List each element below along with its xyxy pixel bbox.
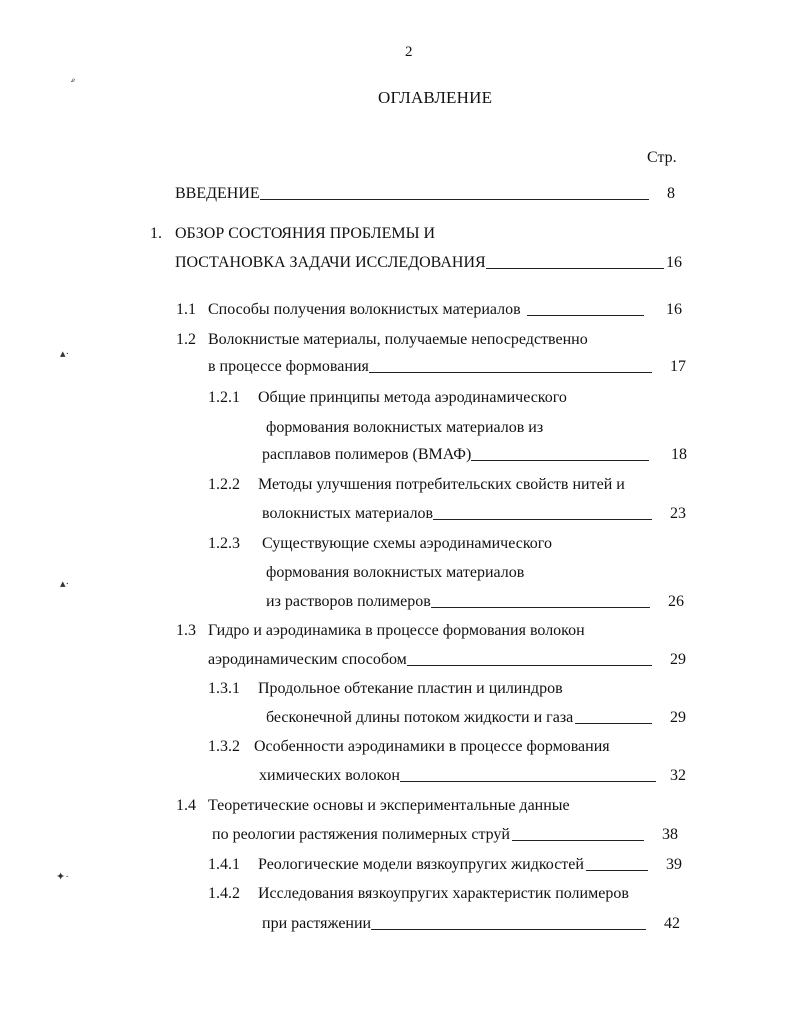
toc-entry-1-3-2[interactable] bbox=[259, 766, 686, 786]
toc-label: Способы получения волокнистых материалов bbox=[208, 301, 521, 318]
toc-label: Реологические модели вязкоупругих жидкостей bbox=[258, 856, 584, 873]
toc-number: 1.4 bbox=[176, 797, 196, 814]
toc-label[interactable]: формования волокнистых материалов из bbox=[266, 419, 544, 436]
toc-page: 18 bbox=[671, 446, 687, 463]
scan-mark: ·ͤ bbox=[70, 76, 74, 88]
toc-entry-1-2-3[interactable] bbox=[266, 592, 684, 612]
toc-label[interactable]: Исследования вязкоупругих характеристик полимеров bbox=[258, 885, 629, 902]
toc-page: 8 bbox=[667, 185, 675, 202]
toc-label[interactable]: Особенности аэродинамики в процессе формования bbox=[254, 738, 610, 755]
toc-label: из растворов полимеров bbox=[266, 593, 431, 610]
toc-label: волокнистых материалов bbox=[262, 505, 434, 522]
toc-entry-1-3[interactable] bbox=[208, 650, 686, 670]
toc-entry-ch1[interactable] bbox=[175, 253, 682, 273]
toc-number: 1.2 bbox=[176, 331, 196, 348]
toc-page: 16 bbox=[666, 254, 682, 271]
toc-leader bbox=[512, 839, 644, 841]
toc-number: 1.3.2 bbox=[208, 738, 240, 755]
toc-label[interactable]: Существующие схемы аэродинамического bbox=[262, 535, 552, 552]
toc-label: по реологии растяжения полимерных струй bbox=[212, 826, 510, 843]
toc-label: при растяжении bbox=[262, 915, 372, 932]
page-column-label: Стр. bbox=[647, 149, 677, 166]
toc-leader bbox=[371, 928, 646, 930]
toc-label[interactable]: Продольное обтекание пластин и цилиндров bbox=[258, 680, 563, 697]
toc-label[interactable]: Теоретические основы и экспериментальные данные bbox=[208, 797, 570, 814]
toc-page: 23 bbox=[670, 505, 686, 522]
toc-leader bbox=[260, 198, 649, 200]
toc-page: 29 bbox=[670, 651, 686, 668]
toc-label: ВВЕДЕНИЕ bbox=[175, 185, 260, 202]
toc-entry-1-4[interactable] bbox=[212, 825, 678, 845]
toc-page: 16 bbox=[666, 301, 682, 318]
toc-page: 42 bbox=[664, 915, 680, 932]
toc-leader bbox=[486, 267, 664, 269]
toc-label[interactable]: формования волокнистых материалов bbox=[266, 564, 525, 581]
toc-label: ПОСТАНОВКА ЗАДАЧИ ИССЛЕДОВАНИЯ bbox=[175, 254, 486, 271]
toc-leader bbox=[400, 780, 656, 782]
toc-entry-1-4-2[interactable] bbox=[262, 914, 680, 934]
toc-label[interactable]: Гидро и аэродинамика в процессе формования волокон bbox=[208, 622, 585, 639]
toc-entry-1-2-1[interactable] bbox=[262, 445, 687, 465]
toc-leader bbox=[369, 371, 652, 373]
toc-number: 1.2.1 bbox=[208, 389, 240, 406]
toc-number: 1.2.3 bbox=[208, 535, 240, 552]
toc-number: 1.2.2 bbox=[208, 476, 240, 493]
toc-number: 1.4.1 bbox=[208, 856, 240, 873]
scan-mark: ✦· bbox=[56, 871, 69, 883]
toc-leader bbox=[433, 518, 652, 520]
toc-entry-1-2-2[interactable] bbox=[262, 504, 686, 524]
toc-entry-1-1[interactable] bbox=[208, 300, 682, 320]
toc-entry-1-3-1[interactable] bbox=[266, 708, 686, 728]
toc-number: 1. bbox=[150, 225, 162, 242]
toc-page: 39 bbox=[666, 856, 682, 873]
toc-entry-1-2[interactable] bbox=[208, 357, 686, 377]
toc-entry-intro[interactable] bbox=[175, 184, 675, 204]
toc-page: 29 bbox=[670, 709, 686, 726]
toc-leader bbox=[527, 314, 644, 316]
toc-number: 1.3.1 bbox=[208, 680, 240, 697]
toc-number: 1.3 bbox=[176, 622, 196, 639]
scan-mark: ▴· bbox=[60, 348, 70, 360]
toc-label: химических волокон bbox=[259, 767, 400, 784]
toc-label[interactable]: ОБЗОР СОСТОЯНИЯ ПРОБЛЕМЫ И bbox=[175, 225, 436, 242]
toc-label: аэродинамическим способом bbox=[208, 651, 407, 668]
toc-label[interactable]: Методы улучшения потребительских свойств нитей и bbox=[258, 476, 625, 493]
toc-page: 32 bbox=[670, 767, 686, 784]
toc-number: 1.4.2 bbox=[208, 885, 240, 902]
toc-leader bbox=[431, 606, 650, 608]
toc-leader bbox=[586, 869, 648, 871]
toc-leader bbox=[471, 459, 649, 461]
toc-leader bbox=[407, 664, 652, 666]
toc-label: в процессе формования bbox=[208, 358, 369, 375]
toc-page: 38 bbox=[662, 826, 678, 843]
toc-page: 17 bbox=[670, 358, 686, 375]
page-title: ОГЛАВЛЕНИЕ bbox=[378, 88, 493, 107]
toc-leader bbox=[575, 722, 652, 724]
toc-label: расплавов полимеров (ВМАФ) bbox=[262, 446, 472, 463]
toc-entry-1-4-1[interactable] bbox=[258, 855, 682, 875]
toc-number: 1.1 bbox=[176, 301, 196, 318]
toc-page: 26 bbox=[668, 593, 684, 610]
scan-mark: ▴· bbox=[60, 578, 70, 590]
toc-label[interactable]: Волокнистые материалы, получаемые непосредственно bbox=[208, 331, 588, 348]
toc-label[interactable]: Общие принципы метода аэродинамического bbox=[258, 389, 567, 406]
page-number: 2 bbox=[405, 44, 413, 60]
toc-label: бесконечной длины потоком жидкости и газа bbox=[266, 709, 574, 726]
